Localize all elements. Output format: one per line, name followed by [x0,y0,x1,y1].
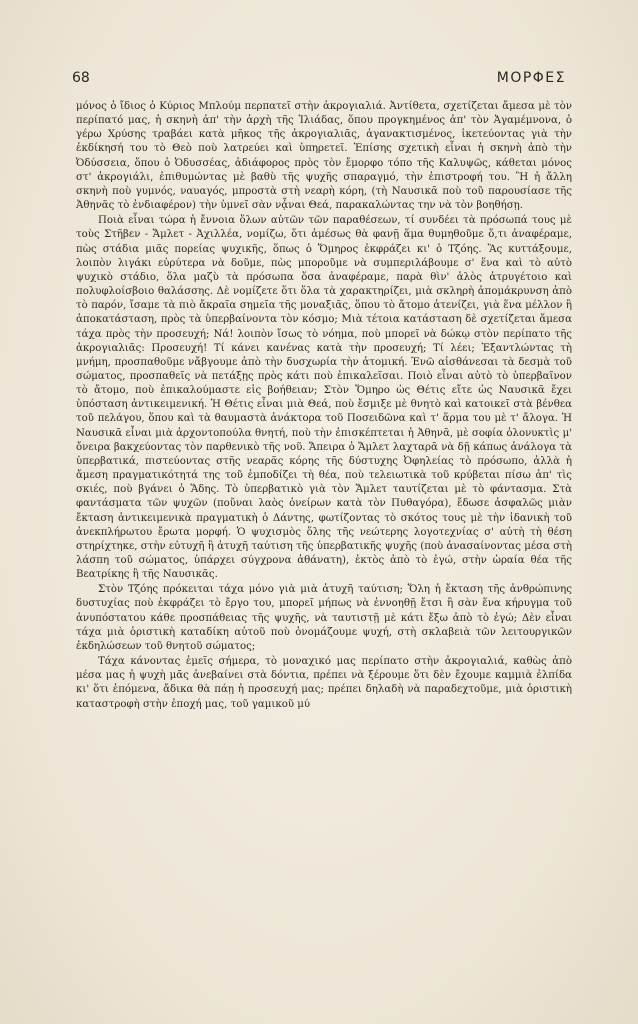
page-number: 68 [72,70,90,86]
paragraph-1: μόνος ὁ ἴδιος ὁ Κύριος Μπλούμ περπατεῖ στὴν ἀκρογιαλιά. Ἀντίθετα, σχετίζεται ἄμεσα μὲ τὸν περίπατό μας, ἡ σκηνὴ ἀπ' τὴν ἀρχὴ τῆς Ἰλιάδας, ὅπου προγκημένος ἀπ' τὸν Ἀγαμέμνονα, ὁ γέρω Χρύσης τραβάει κατὰ μῆκος τῆς ἀκρογιαλιᾶς, ἀγανακτισμένος, ἱκετεύοντας γιὰ τὴν ἐκδίκησή του τὸ Θεὸ ποὺ λατρεύει καὶ ὑπηρετεῖ. Ἐπίσης σχετικὴ εἶναι ἡ σκηνὴ ἀπὸ τὴν Ὀδύσσεια, ὅπου ὁ Ὀδυσσέας, ἀδιάφορος πρὸς τὸν ἔμορφο τόπο τῆς Καλυψῶς, κάθεται μόνος στ' ἀκρογιάλι, ἐπιθυμώντας μὲ βαθὺ τῆς ψυχῆς σπαραγμό, τὴν ἐπιστροφή του. Ἢ ἡ ἄλλη σκηνὴ ποὺ γυμνός, ναυαγός, μπροστὰ στὴ νεαρὴ κόρη, (τὴ Ναυσικᾶ ποὺ τοῦ παρουσίασε τῆς Ἀθηνᾶς τὸ ἐνδιαφέρον) τὴν ὑμνεῖ σὰν νᾆναι Θεά, παρακαλώντας την νὰ τὸν βοηθήσῃ. [76,101,572,212]
paragraph-3: Στὸν Τζόης πρόκειται τάχα μόνο γιὰ μιὰ ἀτυχῆ ταύτιση; Ὅλη ἡ ἔκταση τῆς ἀνθρώπινης δυστυχίας ποὺ ἐκφράζει τὸ ἔργο του, μπορεῖ μήπως νὰ ἐννοηθῇ ἔτσι ἢ σὰν ἕνα κήρυγμα τοῦ ἀνυπόστατου κάθε προσπάθειας τῆς ψυχῆς, νὰ ταυτιστῇ μὲ κάτι ἔξω ἀπὸ τὸ ἐγώ; Δὲν εἶναι τάχα μιὰ ὁριστικὴ καταδίκη αὐτοῦ ποὺ ὀνομάζουμε ψυχή, στὴ σκλαβειὰ τῶν λειτουργικῶν ἐκδηλώσεων τοῦ θνητοῦ σώματος; [76,584,572,652]
paragraph-4: Τάχα κάνοντας ἐμεῖς σήμερα, τὸ μοναχικό μας περίπατο στὴν ἀκρογιαλιά, καθὼς ἀπὸ μέσα μας ἡ ψυχὴ μᾶς ἀνεβαίνει στὰ δόντια, πρέπει νὰ ξέρουμε ὅτι δὲν ἔχουμε καμμιὰ ἐλπίδα κι' ὅτι ἐπόμενα, ἄδικα θὰ πάῃ ἡ προσευχή μας; πρέπει δηλαδὴ νὰ παραδεχτοῦμε, μιὰ ὁριστικὴ καταστροφὴ στὴν ἐποχή μας, τοῦ γαμικοῦ μύ [76,656,572,710]
body-text [76,100,572,712]
journal-title: ΜΟΡΦΕΣ [496,70,566,86]
running-head [72,70,566,90]
paragraph-2: Ποιὰ εἶναι τώρα ἡ ἔννοια ὅλων αὐτῶν τῶν παραθέσεων, τί συνδέει τὰ πρόσωπά τους μὲ τοὺς Στῆβεν - Ἄμλετ - Ἀχιλλέα, νομίζω, ὅτι ἀμέσως θὰ φανῇ ἅμα θυμηθοῦμε ὅ,τι ἀναφέραμε, πὼς στάδια μιᾶς πορείας ψυχικῆς, ὅπως ὁ Ὅμηρος ἐκφράζει κι' ὁ Τζόης. Ἂς κυττάξουμε, λοιπὸν λιγάκι εὐρύτερα νὰ δοῦμε, πὼς μποροῦμε νὰ συμπεριλάβουμε σ' ἕνα καὶ τὸ αὐτὸ ψυχικὸ στάδιο, ὅλα μαζὺ τὰ πρόσωπα ὅσα ἀναφέραμε, παρὰ θὶν' ἁλὸς ἀτρυγέτοιο καὶ πολυφλοίσβοιο θαλάσσης. Δὲ νομίζετε ὅτι ὅλα τὰ χαρακτηρίζει, μιὰ σκληρὴ ἀπομάκρυνση ἀπὸ τὸ παρόν, ἴσαμε τὰ πιὸ ἄκραῖα σημεῖα τῆς μοναξιᾶς, ὅπου τὸ ἄτομο ἀτενίζει, γιὰ ἕνα μέλλον ἢ ἀποκατάσταση, πρὸς τὰ ὑπερβαίνοντα τὸν κόσμο; Μιὰ τέτοια κατάσταση δὲ σχετίζεται ἄμεσα τάχα πρὸς τὴν προσευχή; Νά! λοιπὸν ἴσως τὸ νόημα, ποὺ μπορεῖ νὰ δώκῳ στὸν περίπατο τῆς ἀκρογιαλιᾶς: Προσευχή! Τί κάνει κανένας κατὰ τὴν προσευχή; Τί λέει; Ἐξαντλώντας τὴ μνήμη, προσπαθοῦμε νἄβγουμε ἀπὸ τὴν δυσχωρία τὴν ἀτομική. Ἐνῶ αἰσθάνεσαι τὰ δεσμὰ τοῦ σώματος, προσπαθεῖς νὰ πετάξῃς πρὸς κάτι ποὺ ἐπικαλεῖσαι. Ποιὸ εἶναι αὐτὸ τὸ ὑπερβαῖνον τὸ ἄτομο, ποὺ ἐπικαλούμαστε εἰς βοήθειαν; Στὸν Ὅμηρο ὡς Θέτις εἴτε ὡς Ναυσικᾶ ἔχει ὑπόσταση ἀντικειμενική. Ἡ Θέτις εἶναι μιὰ Θεά, ποὺ ἔσμιξε μὲ θνητὸ καὶ κατοικεῖ στὰ βένθεα τοῦ πελάγου, ὅπου καὶ τὰ θαυμαστὰ ἀνάκτορα τοῦ Ποσειδῶνα καὶ τ' ἅρμα του μὲ τ' ἄλογα. Ἡ Ναυσικᾶ εἶναι μιὰ ἀρχοντοπούλα θνητή, ποὺ τὴν ἐπισκέπτεται ἡ Ἀθηνᾶ, μὲ σοφία ὁλονυκτὶς μ' ὄνειρα βακχεύοντας τὸν παρθενικὸ τῆς νοῦ. Ἄπειρα ὁ Ἄμλετ λαχταρᾶ νὰ δῇ κάπως ἀνάλογα τὰ ὑπερβατικά, πιστεύοντας στῆς νεαρᾶς κόρης τῆς δύστυχης Ὀφηλείας τὸ πρόσωπο, ἀλλὰ ἡ ἄμεση πραγματικότητά της τοῦ ἐμποδίζει τὴ θέα, ποὺ τελειωτικὰ τοῦ κρύβεται πίσω ἀπ' τὶς σκιές, ποὺ βγάνει ὁ Ἅδης. Τὸ ὑπερβατικὸ γιὰ τὸν Ἄμλετ ταυτίζεται μὲ τὸ φάντασμα. Στὰ φαντάσματα τῶν ψυχῶν (ποὔναι λαὸς ὀνείρων κατὰ τὸν Πυθαγόρα), ἔδωσε ἀσφαλῶς μιὰν ἔκταση ἀντικειμενικὰ πραγματικὴ ὁ Δάντης, φωτίζοντας τὸ σκότος τους μὲ τὴν ἰδανικὴ τοῦ ἀνεκπλήρωτου ἔρωτα μορφή. Ὁ ψυχισμὸς ὅλης τῆς νεώτερης λογοτεχνίας σ' αὐτὴ τὴ θέση στηρίχτηκε, στὴν εὐτυχῆ ἢ ἀτυχῆ ταύτιση τῆς ὑπερβατικῆς ψυχῆς (ποὺ ἀνασαίνοντας μέσα στὴ λάσπη τοῦ σώματος, ὑπάρχει σύγχρονα ἀθάνατη), ἐκτὸς ἀπὸ τὸ ἐγώ, στὴν ὡραία θέα τῆς Βεατρίκης ἢ τῆς Ναυσικᾶς. [76,215,572,581]
